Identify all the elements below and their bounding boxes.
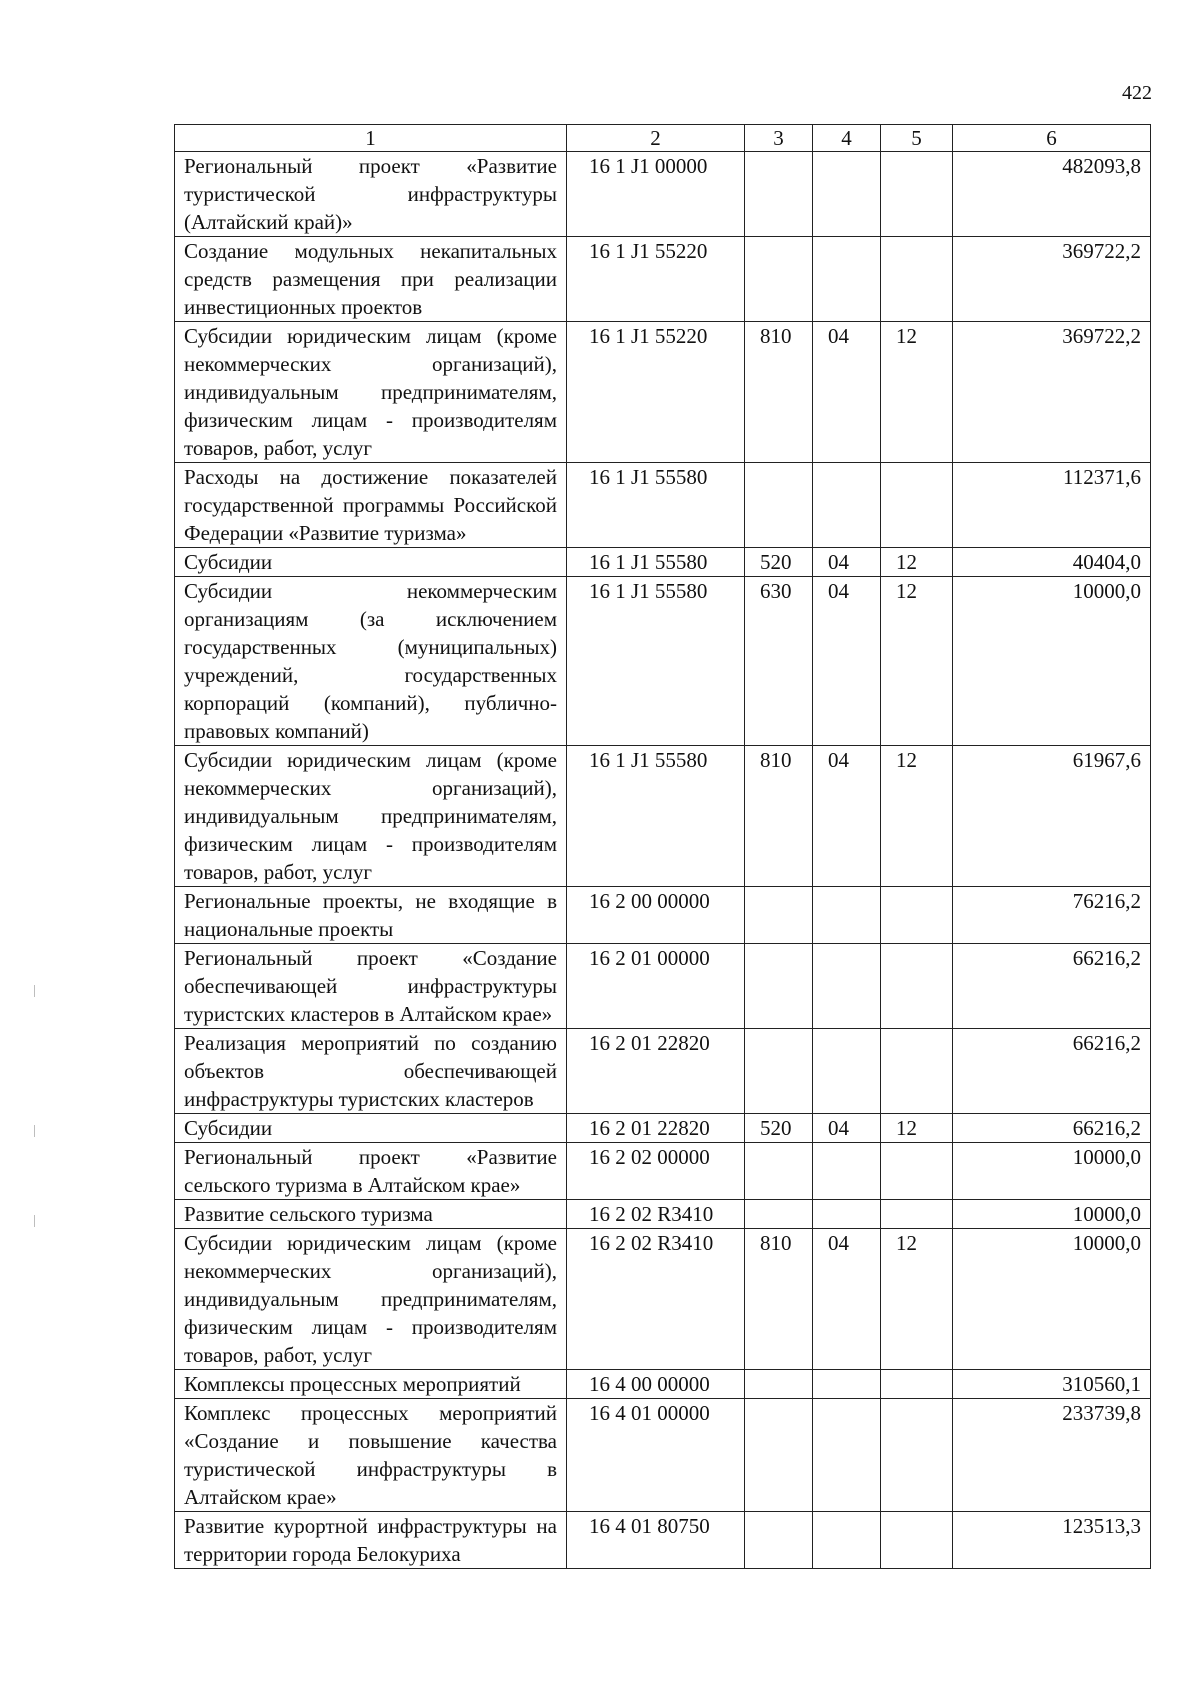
row-code: 16 1 J1 55580 (567, 746, 745, 887)
row-name: Субсидии (175, 1114, 567, 1143)
row-amount: 40404,0 (953, 548, 1151, 577)
row-amount: 369722,2 (953, 237, 1151, 322)
row-amount: 66216,2 (953, 1114, 1151, 1143)
column-header: 4 (813, 125, 881, 152)
row-expense-type (745, 1399, 813, 1512)
row-subsection (881, 152, 953, 237)
row-name: Развитие сельского туризма (175, 1200, 567, 1229)
row-amount: 10000,0 (953, 1200, 1151, 1229)
table-row (175, 1370, 1151, 1399)
row-amount: 66216,2 (953, 944, 1151, 1029)
row-section (813, 463, 881, 548)
row-expense-type (745, 887, 813, 944)
row-code: 16 1 J1 55220 (567, 322, 745, 463)
row-subsection (881, 887, 953, 944)
row-section (813, 1143, 881, 1200)
row-subsection: 12 (881, 1114, 953, 1143)
row-name: Реализация мероприятий по созданию объектов обеспечивающей инфраструктуры туристских кластеров (175, 1029, 567, 1114)
table-row (175, 577, 1151, 746)
table-row (175, 1512, 1151, 1569)
row-section (813, 152, 881, 237)
row-expense-type (745, 944, 813, 1029)
row-subsection: 12 (881, 322, 953, 463)
table-row (175, 322, 1151, 463)
row-expense-type (745, 463, 813, 548)
row-name: Расходы на достижение показателей государственной программы Российской Федерации «Развитие туризма» (175, 463, 567, 548)
page-number: 422 (1122, 82, 1152, 104)
row-name: Региональный проект «Создание обеспечивающей инфраструктуры туристских кластеров в Алтайском крае» (175, 944, 567, 1029)
row-section (813, 887, 881, 944)
row-section: 04 (813, 1229, 881, 1370)
row-code: 16 2 02 00000 (567, 1143, 745, 1200)
row-code: 16 1 J1 55580 (567, 577, 745, 746)
row-subsection: 12 (881, 577, 953, 746)
row-amount: 76216,2 (953, 887, 1151, 944)
row-subsection: 12 (881, 746, 953, 887)
row-code: 16 4 01 00000 (567, 1399, 745, 1512)
row-name: Субсидии некоммерческим организациям (за исключением государственных (муниципальных) учреждений, государственных корпораций (компаний), публично-правовых компаний) (175, 577, 567, 746)
table-row (175, 548, 1151, 577)
row-subsection (881, 237, 953, 322)
row-amount: 66216,2 (953, 1029, 1151, 1114)
row-name: Региональный проект «Развитие сельского туризма в Алтайском крае» (175, 1143, 567, 1200)
row-expense-type (745, 1029, 813, 1114)
row-section (813, 1512, 881, 1569)
row-expense-type: 810 (745, 1229, 813, 1370)
row-section (813, 1200, 881, 1229)
row-amount: 482093,8 (953, 152, 1151, 237)
row-subsection (881, 1399, 953, 1512)
row-subsection (881, 1143, 953, 1200)
row-expense-type (745, 237, 813, 322)
row-section: 04 (813, 1114, 881, 1143)
row-name: Комплексы процессных мероприятий (175, 1370, 567, 1399)
row-amount: 10000,0 (953, 1229, 1151, 1370)
row-code: 16 2 01 00000 (567, 944, 745, 1029)
table-row (175, 887, 1151, 944)
row-amount: 61967,6 (953, 746, 1151, 887)
row-section: 04 (813, 548, 881, 577)
scan-margin-mark (34, 1215, 35, 1227)
row-section: 04 (813, 577, 881, 746)
row-code: 16 2 01 22820 (567, 1029, 745, 1114)
row-subsection (881, 1029, 953, 1114)
row-expense-type (745, 1512, 813, 1569)
row-code: 16 4 01 80750 (567, 1512, 745, 1569)
row-code: 16 2 02 R3410 (567, 1200, 745, 1229)
row-expense-type (745, 1370, 813, 1399)
row-expense-type: 810 (745, 322, 813, 463)
row-name: Создание модульных некапитальных средств размещения при реализации инвестиционных проектов (175, 237, 567, 322)
row-expense-type: 520 (745, 1114, 813, 1143)
row-code: 16 1 J1 55580 (567, 548, 745, 577)
row-amount: 369722,2 (953, 322, 1151, 463)
row-subsection: 12 (881, 548, 953, 577)
row-section (813, 1399, 881, 1512)
table-body (175, 152, 1151, 1569)
row-section (813, 237, 881, 322)
row-expense-type (745, 1143, 813, 1200)
table-row (175, 746, 1151, 887)
row-expense-type: 630 (745, 577, 813, 746)
scan-margin-mark (34, 1125, 35, 1137)
row-amount: 123513,3 (953, 1512, 1151, 1569)
row-code: 16 2 00 00000 (567, 887, 745, 944)
row-code: 16 4 00 00000 (567, 1370, 745, 1399)
row-expense-type: 520 (745, 548, 813, 577)
column-header: 6 (953, 125, 1151, 152)
row-expense-type (745, 152, 813, 237)
row-subsection (881, 463, 953, 548)
row-name: Субсидии юридическим лицам (кроме некоммерческих организаций), индивидуальным предпринимателям, физическим лицам - производителям товаров, работ, услуг (175, 746, 567, 887)
table-row (175, 1029, 1151, 1114)
table-row (175, 1229, 1151, 1370)
row-section (813, 1370, 881, 1399)
table-row (175, 152, 1151, 237)
row-section: 04 (813, 322, 881, 463)
row-code: 16 1 J1 55580 (567, 463, 745, 548)
row-subsection: 12 (881, 1229, 953, 1370)
budget-table (174, 124, 1151, 1569)
table-row (175, 1143, 1151, 1200)
header-row (175, 125, 1151, 152)
scan-margin-mark (34, 985, 35, 997)
row-name: Субсидии (175, 548, 567, 577)
row-subsection (881, 944, 953, 1029)
table-row (175, 1114, 1151, 1143)
row-code: 16 2 01 22820 (567, 1114, 745, 1143)
table-row (175, 944, 1151, 1029)
row-expense-type (745, 1200, 813, 1229)
row-amount: 112371,6 (953, 463, 1151, 548)
row-expense-type: 810 (745, 746, 813, 887)
row-name: Субсидии юридическим лицам (кроме некоммерческих организаций), индивидуальным предпринимателям, физическим лицам - производителям товаров, работ, услуг (175, 1229, 567, 1370)
row-name: Региональный проект «Развитие туристической инфраструктуры (Алтайский край)» (175, 152, 567, 237)
row-section: 04 (813, 746, 881, 887)
row-code: 16 1 J1 00000 (567, 152, 745, 237)
table-row (175, 1399, 1151, 1512)
column-header: 3 (745, 125, 813, 152)
column-header: 5 (881, 125, 953, 152)
row-subsection (881, 1512, 953, 1569)
row-amount: 10000,0 (953, 1143, 1151, 1200)
row-section (813, 944, 881, 1029)
table-row (175, 1200, 1151, 1229)
row-section (813, 1029, 881, 1114)
row-amount: 310560,1 (953, 1370, 1151, 1399)
row-subsection (881, 1200, 953, 1229)
column-header: 1 (175, 125, 567, 152)
row-name: Комплекс процессных мероприятий «Создание и повышение качества туристической инфраструктуры в Алтайском крае» (175, 1399, 567, 1512)
column-header: 2 (567, 125, 745, 152)
row-amount: 10000,0 (953, 577, 1151, 746)
row-subsection (881, 1370, 953, 1399)
row-code: 16 2 02 R3410 (567, 1229, 745, 1370)
row-name: Развитие курортной инфраструктуры на территории города Белокуриха (175, 1512, 567, 1569)
table-row (175, 237, 1151, 322)
table-row (175, 463, 1151, 548)
row-amount: 233739,8 (953, 1399, 1151, 1512)
row-name: Субсидии юридическим лицам (кроме некоммерческих организаций), индивидуальным предпринимателям, физическим лицам - производителям товаров, работ, услуг (175, 322, 567, 463)
row-code: 16 1 J1 55220 (567, 237, 745, 322)
row-name: Региональные проекты, не входящие в национальные проекты (175, 887, 567, 944)
